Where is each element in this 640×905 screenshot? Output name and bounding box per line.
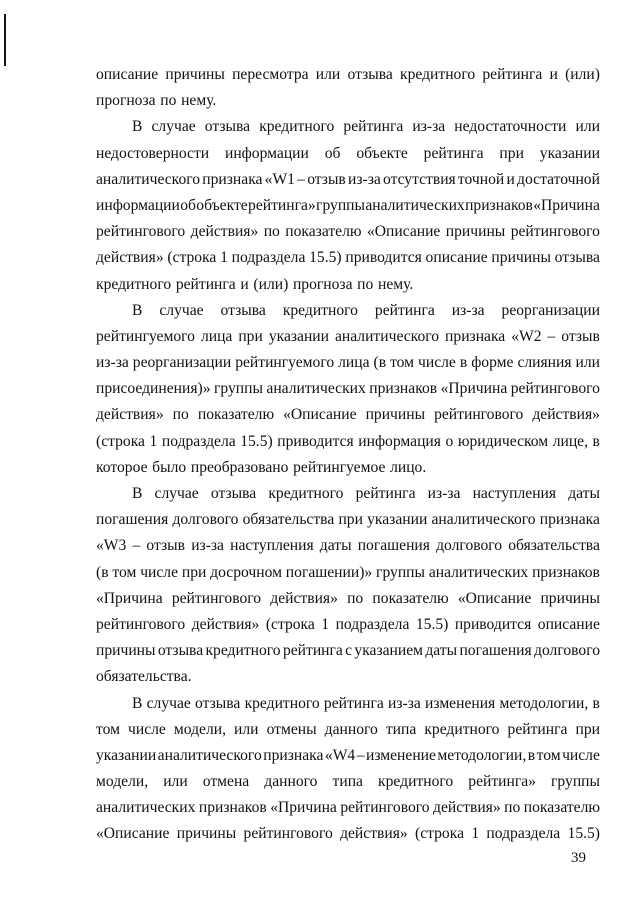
word: отмены xyxy=(266,720,317,738)
word: причины xyxy=(365,406,426,424)
word: рейтингового xyxy=(243,825,333,843)
word: аналитических xyxy=(365,196,465,214)
word: изменение xyxy=(365,746,436,764)
word: кредитного xyxy=(282,301,358,319)
word: преобразовано xyxy=(190,458,289,476)
word: юридическом xyxy=(457,432,549,450)
word: 1 xyxy=(149,432,158,450)
word: реорганизации xyxy=(132,354,232,372)
text-line xyxy=(96,167,600,193)
word: нему. xyxy=(378,275,414,293)
word: даты xyxy=(568,485,600,502)
word: «Описание xyxy=(283,406,357,424)
word: отзыва xyxy=(157,642,204,660)
word: причины xyxy=(540,589,600,607)
word: (строка xyxy=(167,249,217,267)
word: признаков xyxy=(198,799,267,817)
text-line xyxy=(96,507,600,533)
text-line xyxy=(96,298,600,324)
text-line xyxy=(96,664,600,690)
text-line xyxy=(96,691,600,717)
word: и xyxy=(506,170,515,188)
word: отзыва xyxy=(195,694,241,712)
word: недостоверности xyxy=(96,144,210,162)
word: (строка xyxy=(96,432,145,450)
word: «Причина xyxy=(440,380,508,398)
word: том xyxy=(96,720,120,738)
word: действия» xyxy=(340,825,408,843)
word: аналитических xyxy=(96,799,196,817)
word: по xyxy=(504,799,521,817)
word: (строка xyxy=(265,615,315,633)
word: или xyxy=(575,118,600,136)
word: аналитического xyxy=(157,746,262,764)
word: рейтинга» xyxy=(468,773,536,791)
word: рейтингового xyxy=(510,380,600,398)
word: признака xyxy=(202,170,263,188)
word: лица xyxy=(200,327,233,345)
word: долгового xyxy=(534,642,600,660)
text-line xyxy=(96,350,600,376)
word: случае xyxy=(159,301,204,319)
word: по xyxy=(347,589,364,607)
word: рейтингового xyxy=(96,223,186,241)
word: погашения xyxy=(459,642,532,660)
word: – xyxy=(356,746,365,764)
word: присоединения)» xyxy=(96,380,211,398)
word: наступления xyxy=(230,537,314,555)
word: «Причина xyxy=(270,799,337,817)
word: отзыва xyxy=(554,249,600,267)
text-line xyxy=(96,245,600,271)
word: рейтинга xyxy=(282,642,343,660)
word: числе xyxy=(140,563,179,581)
word: (в xyxy=(96,563,109,581)
word: рейтинга xyxy=(323,694,384,712)
word: кредитного xyxy=(96,275,172,293)
word: аналитического xyxy=(96,170,201,188)
word: и xyxy=(240,275,249,293)
word: подраздела xyxy=(231,249,306,267)
word: информация xyxy=(358,432,441,450)
word: подраздела xyxy=(486,825,561,843)
word: действия» xyxy=(96,406,164,424)
word: по xyxy=(263,223,280,241)
word: «W2 xyxy=(511,327,542,345)
word: обязательства xyxy=(508,537,600,555)
word: случае xyxy=(146,694,191,712)
word: кредитного xyxy=(205,642,281,660)
word: информации xyxy=(96,196,180,214)
word: в xyxy=(592,432,600,450)
text-line xyxy=(96,324,600,350)
word: из-за xyxy=(412,118,446,136)
word: приводится xyxy=(345,249,422,267)
word: форме xyxy=(471,354,514,372)
word: аналитических xyxy=(428,563,529,581)
text-line xyxy=(96,88,600,114)
word: «Описание xyxy=(366,223,441,241)
word: действия» xyxy=(532,406,600,424)
word: аналитического xyxy=(334,327,440,345)
text-line xyxy=(96,743,600,769)
word: (в xyxy=(373,354,387,372)
word: случае xyxy=(151,118,196,136)
text-line xyxy=(96,219,600,245)
text-line xyxy=(96,795,600,821)
word: отсутствия xyxy=(382,170,456,188)
word: группы xyxy=(376,563,425,581)
word: причины xyxy=(491,249,551,267)
word: 1 xyxy=(471,825,480,843)
word: модели, xyxy=(173,720,226,738)
word: о xyxy=(445,432,454,450)
text-line xyxy=(96,560,600,586)
word: описание xyxy=(96,66,159,83)
word: при xyxy=(338,511,363,529)
word: кредитного xyxy=(244,694,320,712)
word: В xyxy=(132,118,143,136)
word: аналитического xyxy=(431,511,536,529)
text-line xyxy=(96,193,600,219)
word: признаков xyxy=(369,380,438,398)
word: подраздела xyxy=(161,432,236,450)
word: реорганизации xyxy=(501,301,600,319)
word: подраздела xyxy=(335,615,410,633)
word: отзыва xyxy=(210,485,257,502)
word: причины xyxy=(96,642,156,660)
word: В xyxy=(132,301,143,319)
word: при xyxy=(181,563,207,581)
word: указании xyxy=(539,144,600,162)
word: указании xyxy=(268,327,329,345)
word: указании xyxy=(96,746,157,764)
word: погашения xyxy=(357,537,430,555)
word: рейтинга xyxy=(507,720,568,738)
scan-edge-mark xyxy=(4,14,6,66)
word: 15.5) xyxy=(567,825,600,843)
word: точной xyxy=(457,170,505,188)
text-line xyxy=(96,455,600,481)
word: или xyxy=(315,66,341,83)
word: числе xyxy=(418,354,456,372)
word: по xyxy=(160,92,177,110)
word: при xyxy=(238,327,263,345)
word: показателю xyxy=(285,223,362,241)
word: «Описание xyxy=(457,589,532,607)
text-line xyxy=(96,402,600,428)
word: (или) xyxy=(565,66,600,83)
word: признаков xyxy=(465,196,533,214)
word: досрочном xyxy=(210,563,282,581)
word: – xyxy=(547,327,556,345)
word: отмена xyxy=(202,773,250,791)
word: лице, xyxy=(552,432,588,450)
word: случае xyxy=(154,485,199,502)
word: погашении)» xyxy=(285,563,373,581)
word: приводится xyxy=(277,432,354,450)
word: рейтингуемое xyxy=(293,458,386,476)
word: рейтингового xyxy=(96,615,186,633)
word: признака xyxy=(539,511,600,529)
word: 1 xyxy=(220,249,228,267)
text-line xyxy=(96,769,600,795)
word: отзыв xyxy=(146,537,186,555)
word: лицо. xyxy=(390,458,427,476)
word: изменения xyxy=(425,694,496,712)
word: пересмотра xyxy=(232,66,309,83)
word: описание xyxy=(537,615,600,633)
word: данного xyxy=(324,720,378,738)
word: методологии, xyxy=(437,746,527,764)
word: (или) xyxy=(253,275,289,293)
word: обязательства. xyxy=(96,668,192,686)
word: том xyxy=(390,354,415,372)
word: и xyxy=(549,66,558,83)
word: указании xyxy=(367,511,428,529)
word: действия» xyxy=(433,799,501,817)
word: 15.5) xyxy=(240,432,273,450)
word: или xyxy=(163,773,188,791)
word: рейтингового xyxy=(434,406,524,424)
word: действия» xyxy=(96,249,164,267)
word: отзыв xyxy=(561,327,600,345)
word: описание xyxy=(425,249,488,267)
word: или xyxy=(234,720,259,738)
word: признака xyxy=(263,746,324,764)
word: в xyxy=(592,694,600,712)
text-line xyxy=(96,141,600,167)
text-line xyxy=(96,429,600,455)
document-body xyxy=(96,62,600,848)
word: которое xyxy=(96,458,148,476)
word: действия» xyxy=(270,589,338,607)
word: рейтинга xyxy=(343,118,404,136)
word: кредитного xyxy=(378,773,454,791)
word: нему. xyxy=(181,92,217,110)
word: из-за xyxy=(427,485,461,502)
word: при xyxy=(499,144,524,162)
word: кредитного xyxy=(268,485,344,502)
word: прогноза xyxy=(292,275,353,293)
word: было xyxy=(152,458,187,476)
word: отзыва xyxy=(347,66,393,83)
word: обязательства xyxy=(242,511,335,529)
word: прогноза xyxy=(96,92,156,110)
word: из-за xyxy=(388,694,421,712)
word: действия» xyxy=(191,615,260,633)
word: методологии, xyxy=(499,694,589,712)
word: (строка xyxy=(415,825,464,843)
word: недостаточности xyxy=(454,118,567,136)
word: показателю xyxy=(372,589,449,607)
word: указанием xyxy=(354,642,424,660)
word: показателю xyxy=(523,799,600,817)
word: об xyxy=(180,196,196,214)
word: рейтингового xyxy=(340,799,430,817)
word: объекте xyxy=(196,196,248,214)
word: рейтинга xyxy=(423,144,484,162)
word: «Описание xyxy=(96,825,170,843)
text-line xyxy=(96,821,600,847)
word: рейтингуемого xyxy=(235,354,335,372)
word: кредитного xyxy=(259,118,335,136)
word: отзыва xyxy=(204,118,251,136)
word: действия» xyxy=(190,223,259,241)
word: отзыва xyxy=(220,301,266,319)
word: достаточной xyxy=(517,170,600,188)
word: причины xyxy=(176,825,237,843)
word: из-за xyxy=(451,301,485,319)
word: отзыв xyxy=(307,170,346,188)
word: по xyxy=(357,275,374,293)
word: числе xyxy=(128,720,166,738)
word: наступления xyxy=(472,485,557,502)
word: долгового xyxy=(436,537,503,555)
word: слияния xyxy=(517,354,572,372)
word: рейтингуемого xyxy=(96,327,195,345)
word: «W1 xyxy=(264,170,295,188)
word: числе xyxy=(562,746,600,764)
word: рейтинга xyxy=(482,66,543,83)
word: В xyxy=(132,485,143,502)
word: показателю xyxy=(197,406,275,424)
text-line xyxy=(96,612,600,638)
text-line xyxy=(96,638,600,664)
word: том xyxy=(112,563,137,581)
word: признака xyxy=(445,327,506,345)
word: кредитного xyxy=(400,66,476,83)
page-number: 39 xyxy=(571,850,586,866)
word: или xyxy=(575,354,600,372)
word: «W4 xyxy=(324,746,356,764)
word: «W3 xyxy=(96,537,127,555)
word: типа xyxy=(385,720,417,738)
word: долгового xyxy=(172,511,239,529)
word: по xyxy=(172,406,189,424)
word: кредитного xyxy=(424,720,500,738)
word: группы xyxy=(316,196,365,214)
word: об xyxy=(324,144,341,162)
word: даты xyxy=(319,537,352,555)
text-line xyxy=(96,717,600,743)
word: даты xyxy=(425,642,458,660)
word: 15.5) xyxy=(309,249,342,267)
word: из-за xyxy=(348,170,381,188)
word: рейтинга xyxy=(175,275,236,293)
word: признаков xyxy=(532,563,600,581)
word: приводится xyxy=(454,615,532,633)
word: информации xyxy=(224,144,309,162)
text-line xyxy=(96,114,600,140)
word: рейтингового xyxy=(171,589,262,607)
text-line xyxy=(96,376,600,402)
word: рейтинга xyxy=(355,485,416,502)
word: модели, xyxy=(96,773,149,791)
text-line xyxy=(96,481,600,507)
word: типа xyxy=(332,773,363,791)
word: «Причина xyxy=(533,196,600,214)
word: причины xyxy=(165,66,225,83)
word: причины xyxy=(445,223,506,241)
word: данного xyxy=(264,773,318,791)
word: в xyxy=(527,746,536,764)
word: при xyxy=(575,720,600,738)
word: с xyxy=(345,642,353,660)
word: – xyxy=(297,170,305,188)
word: 1 xyxy=(321,615,330,633)
text-line xyxy=(96,272,600,298)
word: том xyxy=(536,746,561,764)
word: лица xyxy=(338,354,370,372)
word: из-за xyxy=(96,354,129,372)
text-line xyxy=(96,586,600,612)
word: аналитических xyxy=(266,380,366,398)
word: в xyxy=(459,354,468,372)
word: группы xyxy=(551,773,600,791)
word: погашения xyxy=(96,511,169,529)
word: рейтинга xyxy=(374,301,435,319)
text-line xyxy=(96,62,600,88)
word: «Причина xyxy=(96,589,163,607)
word: объекте xyxy=(356,144,408,162)
word: В xyxy=(132,694,143,712)
text-line xyxy=(96,533,600,559)
word: рейтинга» xyxy=(248,196,316,214)
word: из-за xyxy=(191,537,224,555)
word: – xyxy=(132,537,141,555)
word: рейтингового xyxy=(510,223,600,241)
word: 15.5) xyxy=(415,615,449,633)
word: группы xyxy=(213,380,263,398)
